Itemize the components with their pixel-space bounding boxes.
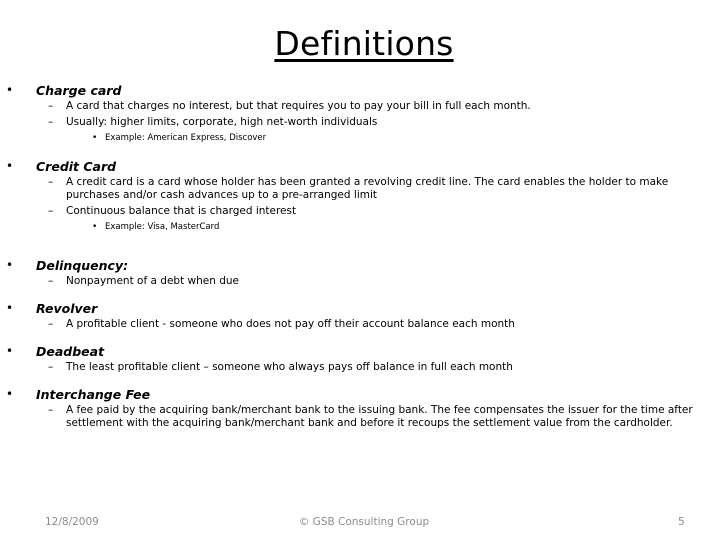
term-row <box>6 80 724 100</box>
term-row <box>6 255 724 275</box>
definition-text: A profitable client - someone who does not pay off their account balance each month <box>66 318 515 330</box>
definition-text: A card that charges no interest, but that requires you to pay your bill in full each month. <box>66 100 531 112</box>
bullet-icon: • <box>6 387 14 401</box>
term-item <box>6 298 724 331</box>
dash-icon: – <box>48 361 54 373</box>
term-label: Charge card <box>36 83 122 98</box>
dash-icon: – <box>48 100 54 112</box>
term-item <box>6 384 724 430</box>
term-row <box>6 298 724 318</box>
footer-date: 12/8/2009 <box>45 516 99 528</box>
definition-text: The least profitable client – someone who always pays off balance in full each month <box>66 361 513 373</box>
dash-icon: – <box>48 116 54 128</box>
term-label: Delinquency: <box>36 258 129 273</box>
example-item <box>6 221 724 233</box>
slide-title: Definitions <box>274 24 454 63</box>
term-item <box>6 80 724 144</box>
definition-item <box>6 318 724 331</box>
bullet-icon: • <box>92 133 98 143</box>
definitions-list <box>6 80 724 433</box>
term-row <box>6 341 724 361</box>
example-text: Example: Visa, MasterCard <box>105 222 220 232</box>
definition-text: A fee paid by the acquiring bank/merchant bank to the issuing bank. The fee compensates the issuer for the time after settlement with the acquiring bank/merchant bank and before it recoups the settlement value from the cardholder. <box>66 404 693 429</box>
term-label: Credit Card <box>36 159 117 174</box>
dash-icon: – <box>48 275 54 287</box>
definition-item <box>6 361 724 374</box>
term-label: Deadbeat <box>36 344 105 359</box>
term-row <box>6 384 724 404</box>
term-item <box>6 156 724 233</box>
bullet-icon: • <box>6 344 14 358</box>
definition-item <box>6 205 724 218</box>
example-text: Example: American Express, Discover <box>105 133 267 143</box>
dash-icon: – <box>48 205 54 217</box>
footer-page-number: 5 <box>678 516 685 528</box>
definition-text: Nonpayment of a debt when due <box>66 275 239 287</box>
bullet-icon: • <box>92 222 98 232</box>
term-label: Revolver <box>36 301 98 316</box>
bullet-icon: • <box>6 159 14 173</box>
bullet-icon: • <box>6 83 14 97</box>
definition-item <box>6 116 724 129</box>
definition-text: A credit card is a card whose holder has been granted a revolving credit line. The card enables the holder to make purchases and/or cash advances up to a pre-arranged limit <box>66 176 669 201</box>
term-item <box>6 341 724 374</box>
bullet-icon: • <box>6 258 14 272</box>
term-row <box>6 156 724 176</box>
definition-item <box>6 100 724 113</box>
dash-icon: – <box>48 318 54 330</box>
definition-item <box>6 176 724 202</box>
footer-copyright: © GSB Consulting Group <box>298 516 430 528</box>
definition-item <box>6 275 724 288</box>
term-label: Interchange Fee <box>36 387 151 402</box>
example-item <box>6 132 724 144</box>
term-item <box>6 255 724 288</box>
dash-icon: – <box>48 404 54 416</box>
dash-icon: – <box>48 176 54 188</box>
definition-text: Continuous balance that is charged interest <box>66 205 297 217</box>
definition-item <box>6 404 724 430</box>
definition-text: Usually: higher limits, corporate, high net-worth individuals <box>66 116 378 128</box>
bullet-icon: • <box>6 301 14 315</box>
